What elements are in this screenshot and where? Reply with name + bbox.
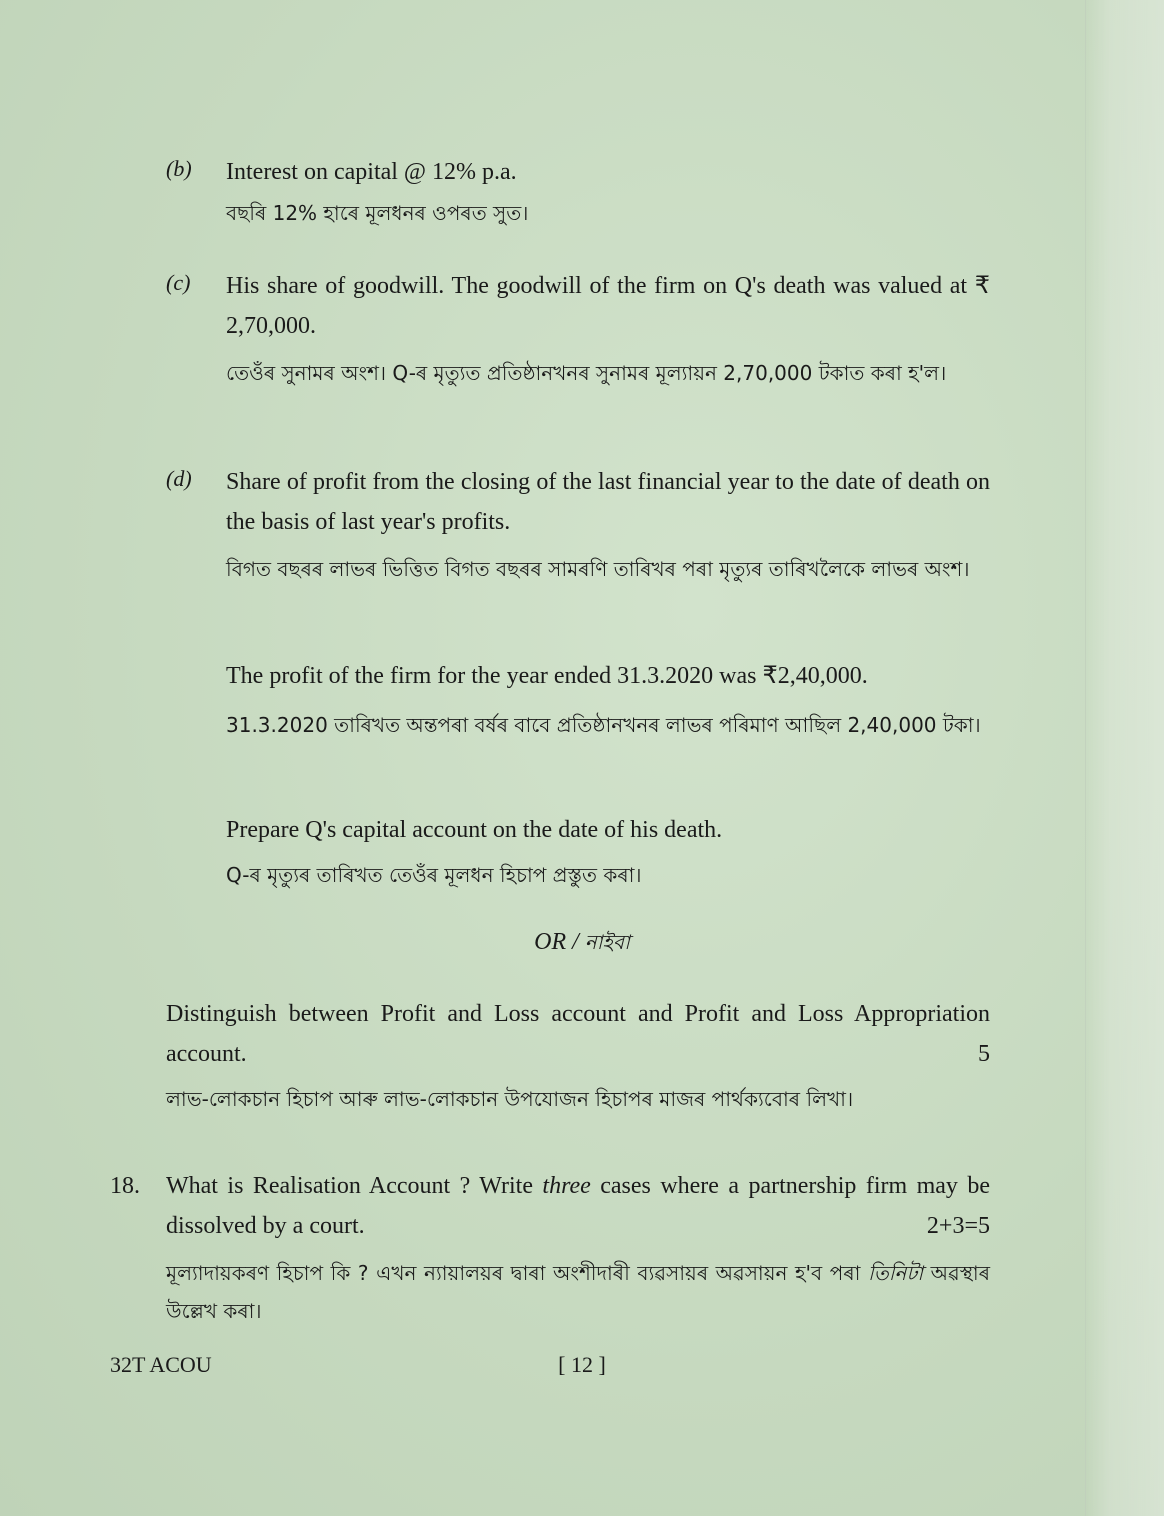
question-18-bengali bbox=[166, 1254, 990, 1330]
question-18-bengali-start: মূল্যাদায়কৰণ হিচাপ কি ? এখন ন্যায়ালয়ৰ দ্বাৰা অংশীদাৰী ব্যৱসায়ৰ অৱসায়ন হ'ব পৰা bbox=[166, 1261, 868, 1285]
profit-note bbox=[226, 656, 990, 744]
paper-code: 32T ACOU bbox=[110, 1352, 212, 1377]
item-c-label: (c) bbox=[166, 270, 191, 295]
alternative-english: Distinguish between Profit and Loss account and Profit and Loss Appropriation account. bbox=[166, 1001, 990, 1067]
question-18-emphasis: three bbox=[542, 1173, 591, 1199]
or-bengali: নাইবা bbox=[584, 930, 630, 954]
item-c-english: His share of goodwill. The goodwill of the firm on Q's death was valued at ₹ 2,70,000. bbox=[226, 273, 990, 339]
item-d-label: (d) bbox=[166, 466, 192, 491]
question-18-text-start: What is Realisation Account ? Write bbox=[166, 1173, 543, 1199]
item-d bbox=[166, 462, 990, 588]
item-b-label: (b) bbox=[166, 156, 192, 181]
or-separator bbox=[0, 928, 1164, 961]
prepare-english: Prepare Q's capital account on the date of his death. bbox=[226, 817, 723, 843]
alternative-bengali: লাভ-লোকচান হিচাপ আৰু লাভ-লোকচান উপযোজন হিচাপৰ মাজৰ পাৰ্থক্যবোৰ লিখা। bbox=[166, 1087, 854, 1111]
prepare-bengali: Q-ৰ মৃত্যুৰ তাৰিখত তেওঁৰ মূলধন হিচাপ প্ৰস্তুত কৰা। bbox=[226, 863, 642, 887]
question-18-text-end: cases where a partnership firm may be dissolved by a court. bbox=[166, 1173, 990, 1239]
profit-note-bengali: 31.3.2020 তাৰিখত অন্তপৰা বৰ্ষৰ বাবে প্ৰতিষ্ঠানখনৰ লাভৰ পৰিমাণ আছিল 2,40,000 টকা। bbox=[226, 713, 981, 737]
page-number: [ 12 ] bbox=[558, 1352, 606, 1377]
or-english: OR / bbox=[534, 929, 579, 955]
page-edge bbox=[1085, 0, 1164, 1516]
question-18-bengali-end: অৱস্থাৰ উল্লেখ কৰা। bbox=[166, 1261, 990, 1323]
alternative-marks: 5 bbox=[978, 1041, 990, 1067]
item-c bbox=[166, 266, 990, 392]
prepare-instruction bbox=[226, 810, 990, 894]
alternative-question bbox=[166, 994, 990, 1118]
question-18-bengali-emphasis: তিনিটা bbox=[867, 1261, 924, 1285]
item-d-english: Share of profit from the closing of the last financial year to the date of death on the basis of last year's profits. bbox=[226, 469, 990, 535]
item-b bbox=[166, 152, 990, 232]
question-18-marks: 2+3=5 bbox=[926, 1213, 990, 1239]
item-d-bengali: বিগত বছৰৰ লাভৰ ভিত্তিত বিগত বছৰৰ সামৰণি তাৰিখৰ পৰা মৃত্যুৰ তাৰিখলৈকে লাভৰ অংশ। bbox=[226, 557, 970, 581]
profit-note-english: The profit of the firm for the year ended 31.3.2020 was ₹2,40,000. bbox=[226, 663, 868, 689]
question-18-english bbox=[166, 1166, 990, 1246]
item-b-bengali: বছৰি 12% হাৰে মূলধনৰ ওপৰত সুত। bbox=[226, 201, 529, 225]
item-b-english: Interest on capital @ 12% p.a. bbox=[226, 159, 517, 185]
question-18-number: 18. bbox=[110, 1173, 140, 1199]
question-18 bbox=[110, 1166, 990, 1330]
item-c-bengali: তেওঁৰ সুনামৰ অংশ। Q-ৰ মৃত্যুত প্ৰতিষ্ঠানখনৰ সুনামৰ মূল্যায়ন 2,70,000 টকাত কৰা হ'ল। bbox=[226, 361, 947, 385]
